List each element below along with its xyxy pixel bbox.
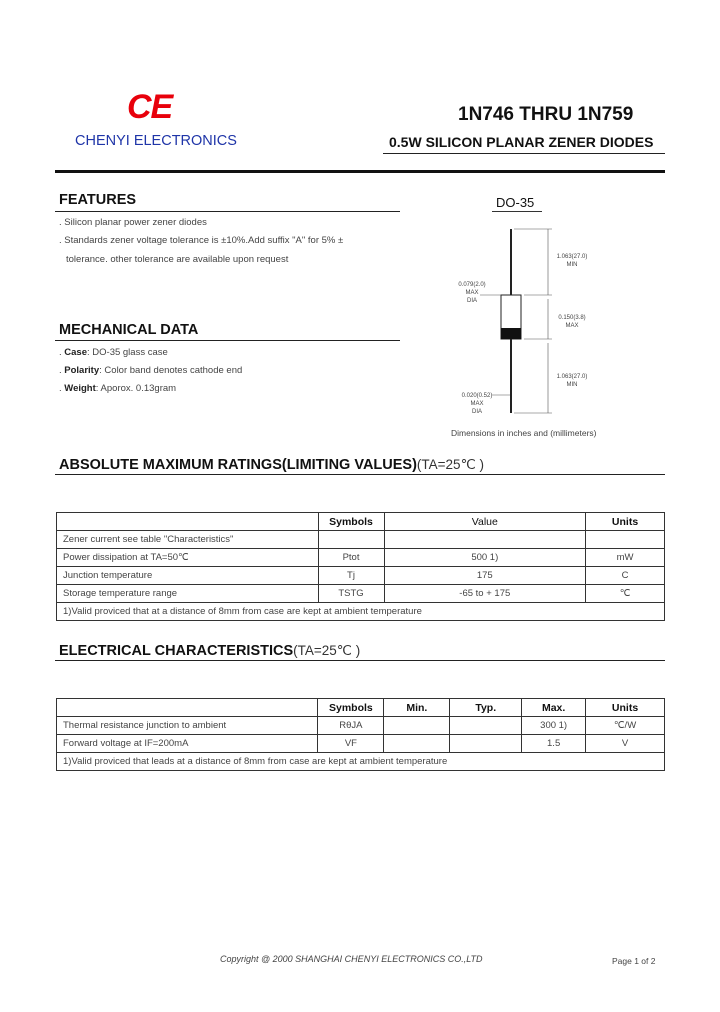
table-header-cell bbox=[57, 699, 318, 717]
table-header-cell: Max. bbox=[522, 699, 586, 717]
package-name-rule bbox=[492, 211, 542, 212]
dim-label-body-len: 0.150(3.8) MAX bbox=[558, 315, 586, 329]
table-row bbox=[57, 567, 665, 585]
table-header-row bbox=[57, 513, 665, 531]
table-note-row bbox=[57, 603, 665, 621]
table-cell bbox=[450, 735, 522, 753]
mechanical-item-polarity: . Polarity: Color band denotes cathode end bbox=[59, 365, 243, 376]
dim-label-lead-dia: 0.020(0.52) MAX DIA bbox=[461, 393, 493, 415]
features-heading: FEATURES bbox=[59, 192, 137, 208]
mechanical-heading: MECHANICAL DATA bbox=[59, 322, 199, 338]
table-cell bbox=[384, 717, 450, 735]
table-header-cell: Value bbox=[384, 513, 586, 531]
table-cell: Power dissipation at TA=50℃ bbox=[57, 549, 319, 567]
table-cell: Zener current see table "Characteristics" bbox=[57, 531, 319, 549]
company-name: CHENYI ELECTRONICS bbox=[75, 133, 237, 149]
mechanical-rule bbox=[55, 340, 400, 341]
package-name: DO-35 bbox=[496, 195, 535, 210]
features-rule bbox=[55, 211, 400, 212]
ratings-rule bbox=[55, 474, 665, 475]
feature-item: . Silicon planar power zener diodes bbox=[59, 217, 207, 228]
header-rule bbox=[55, 170, 665, 173]
ratings-table bbox=[56, 512, 665, 621]
table-cell: C bbox=[586, 567, 665, 585]
table-header-cell: Units bbox=[586, 699, 665, 717]
table-cell: Thermal resistance junction to ambient bbox=[57, 717, 318, 735]
table-cell bbox=[586, 531, 665, 549]
table-cell: Storage temperature range bbox=[57, 585, 319, 603]
table-header-cell bbox=[57, 513, 319, 531]
table-cell: RθJA bbox=[318, 717, 384, 735]
cathode-band bbox=[501, 328, 521, 339]
electrical-rule bbox=[55, 660, 665, 661]
table-row bbox=[57, 549, 665, 567]
mechanical-item-case: . Case: DO-35 glass case bbox=[59, 347, 168, 358]
table-cell: -65 to + 175 bbox=[384, 585, 586, 603]
table-row bbox=[57, 735, 665, 753]
part-subtitle: 0.5W SILICON PLANAR ZENER DIODES bbox=[389, 134, 654, 150]
table-cell: mW bbox=[586, 549, 665, 567]
table-cell: TSTG bbox=[318, 585, 384, 603]
table-cell bbox=[450, 717, 522, 735]
table-cell: 300 1) bbox=[522, 717, 586, 735]
dimension-note: Dimensions in inches and (millimeters) bbox=[451, 428, 597, 438]
electrical-table bbox=[56, 698, 665, 771]
mechanical-item-weight: . Weight: Aporox. 0.13gram bbox=[59, 383, 177, 394]
copyright-footer: Copyright @ 2000 SHANGHAI CHENYI ELECTRONICS CO.,LTD bbox=[220, 954, 483, 964]
table-cell: Forward voltage at IF=200mA bbox=[57, 735, 318, 753]
table-cell: 1.5 bbox=[522, 735, 586, 753]
table-cell bbox=[384, 531, 586, 549]
part-title: 1N746 THRU 1N759 bbox=[458, 104, 634, 125]
table-note: 1)Valid proviced that at a distance of 8mm from case are kept at ambient temperature bbox=[57, 603, 665, 621]
feature-item: . Standards zener voltage tolerance is ±10%.Add suffix "A" for 5% ± bbox=[59, 235, 344, 246]
electrical-heading: ELECTRICAL CHARACTERISTICS(TA=25℃ ) bbox=[59, 643, 361, 659]
table-note: 1)Valid proviced that leads at a distance of 8mm from case are kept at ambient temperature bbox=[57, 753, 665, 771]
table-cell: VF bbox=[318, 735, 384, 753]
table-cell: V bbox=[586, 735, 665, 753]
table-note-row bbox=[57, 753, 665, 771]
table-cell: Ptot bbox=[318, 549, 384, 567]
table-row bbox=[57, 717, 665, 735]
subtitle-rule bbox=[383, 153, 665, 154]
table-cell: ℃ bbox=[586, 585, 665, 603]
company-logo: CE bbox=[127, 88, 173, 126]
table-header-cell: Typ. bbox=[450, 699, 522, 717]
dim-label-lead-bottom: 1.063(27.0) MIN bbox=[556, 374, 588, 388]
page-number: Page 1 of 2 bbox=[612, 956, 656, 966]
ratings-heading: ABSOLUTE MAXIMUM RATINGS(LIMITING VALUES)(TA=25℃ ) bbox=[59, 457, 484, 473]
table-cell: 175 bbox=[384, 567, 586, 585]
table-row bbox=[57, 585, 665, 603]
table-cell bbox=[384, 735, 450, 753]
table-row bbox=[57, 531, 665, 549]
table-header-cell: Symbols bbox=[318, 513, 384, 531]
dim-label-lead-top: 1.063(27.0) MIN bbox=[556, 254, 588, 268]
table-cell bbox=[318, 531, 384, 549]
table-header-cell: Min. bbox=[384, 699, 450, 717]
table-cell: ℃/W bbox=[586, 717, 665, 735]
feature-item: tolerance. other tolerance are available upon request bbox=[66, 254, 289, 265]
table-header-cell: Units bbox=[586, 513, 665, 531]
table-header-cell: Symbols bbox=[318, 699, 384, 717]
table-header-row bbox=[57, 699, 665, 717]
dim-label-body-dia: 0.079(2.0) MAX DIA bbox=[458, 282, 486, 304]
table-cell: Junction temperature bbox=[57, 567, 319, 585]
table-cell: 500 1) bbox=[384, 549, 586, 567]
table-cell: Tj bbox=[318, 567, 384, 585]
